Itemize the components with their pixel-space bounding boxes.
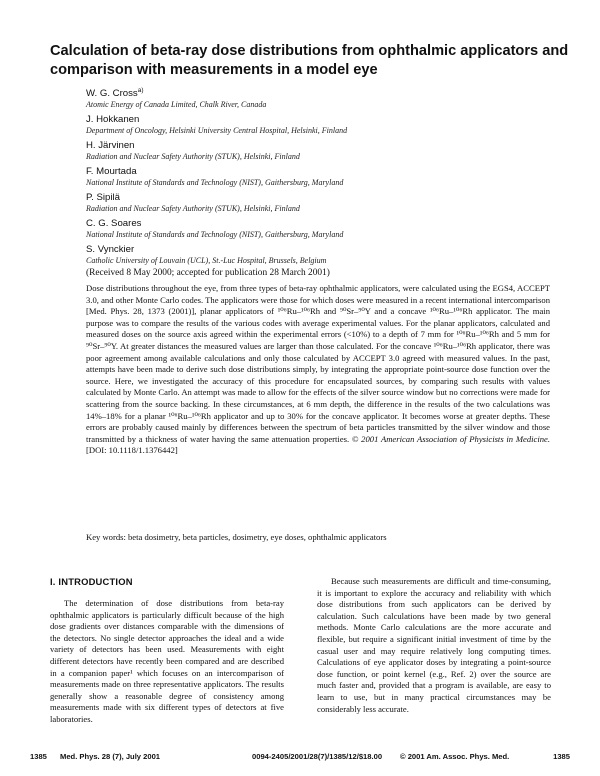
footer-page-number: 1385 [553,752,570,761]
author-affiliation: Catholic University of Louvain (UCL), St.-Luc Hospital, Brussels, Belgium [86,256,327,266]
author-name: F. Mourtada [86,166,137,178]
abstract [86,283,550,457]
right-column [317,576,551,715]
author-entry [86,140,556,162]
author-entry [86,166,556,188]
footer-journal: Med. Phys. 28 (7), July 2001 [60,752,161,761]
author-name: J. Hokkanen [86,114,140,126]
received-dates: (Received 8 May 2000; accepted for publication 28 March 2001) [86,268,330,278]
author-affiliation: Radiation and Nuclear Safety Authority (STUK), Helsinki, Finland [86,152,300,162]
author-entry [86,218,556,240]
author-entry [86,192,556,214]
author-affiliation: Department of Oncology, Helsinki University Central Hospital, Helsinki, Finland [86,126,348,136]
body-paragraph: Because such measurements are difficult and time-consuming, it is important to explore the accuracy and reliability with which dose distributions from such applicators can be derived by calculation. Such calculations have been made by two general methods. Monte Carlo calculations are the more accurate and flexible, but require a significant initial investment of time by the casual user and may require relatively long computing times. Calculations of eye applicator doses by integrating a point-source dose function, or point kernel (e.g., Ref. 2) over the source are much faster and, provided that a program is available, are easy to learn to use, but in many practical circumstances may be considerably less accurate. [317,576,551,714]
author-name: C. G. Soares [86,218,142,230]
author-affiliation: Radiation and Nuclear Safety Authority (STUK), Helsinki, Finland [86,204,300,214]
author-entry [86,114,556,136]
author-affiliation: National Institute of Standards and Technology (NIST), Gaithersburg, Maryland [86,178,344,188]
author-footnote-mark: a) [137,87,144,94]
page-footer [30,752,570,764]
author-list [86,85,556,270]
section-heading: I. INTRODUCTION [50,576,133,587]
author-name: W. G. Cross$^{a)}$ [86,87,144,100]
doi-link[interactable]: [DOI: 10.1118/1.1376442] [86,445,178,456]
keywords: Key words: beta dosimetry, beta particles, dosimetry, eye doses, ophthalmic applicators [86,532,387,542]
author-name: H. Järvinen [86,140,135,152]
footer-issn: 0094-2405/2001/28(7)/1385/12/$18.00 [252,752,383,761]
author-affiliation: National Institute of Standards and Technology (NIST), Gaithersburg, Maryland [86,230,344,240]
author-name: P. Sipilä [86,192,120,204]
left-column [50,598,284,726]
footer-page-number: 1385 [30,752,47,761]
author-entry [86,85,556,110]
author-entry [86,244,556,266]
body-paragraph: The determination of dose distributions from beta-ray ophthalmic applicators is particularly difficult because of the high dose gradients over distances comparable with the dimensions of the detectors. No single detector approaches the ideal and a wide variety of detectors has been used. Measurements with eight different detectors have recently been compared and are described in a companion paper¹ which focuses on an intercomparison of measurements made on three representative applicators. The results generally show a reasonable degree of consistency among measurements made with six different types of detectors at five laboratories. [50,598,284,724]
abstract-body: Dose distributions throughout the eye, from three types of beta-ray ophthalmic applicators, were calculated using the EGS4, ACCEPT 3.0, and other Monte Carlo codes. The applicators were those for which doses were measured in a recent international intercomparison [Med. Phys. 28, 1373 (2001)], planar applicators of ¹⁰⁶Ru–¹⁰⁶Rh and ⁹⁰Sr–⁹⁰Y and a concave ¹⁰⁶Ru–¹⁰⁶Rh applicator. The main purpose was to compare the results of the various codes with average experimental values. For the planar applicators, calculated and measured doses on the source axis agreed within the experimental errors (<10%) to a depth of 7 mm for ¹⁰⁶Ru–¹⁰⁶Rh and 5 mm for ⁹⁰Sr–⁹⁰Y. At greater distances the measured values are larger than those calculated. For the concave ¹⁰⁶Ru–¹⁰⁶Rh applicator, there was poor agreement among available calculations and only those calculated by ACCEPT 3.0 agreed with measured values. In the past, attempts have been made to derive such dose distributions simply, by integrating the appropriate point-source dose function over the source. Here, we investigated the accuracy of this procedure for encapsulated sources, by comparing such results with values calculated by Monte Carlo. An attempt was made to allow for the effects of the silver source window but no corrections were made for scattering from the source backing. In these circumstances, at 6 mm depth, the difference in the results of the two calculations was 14%–18% for a planar ¹⁰⁶Ru–¹⁰⁶Rh applicator and up to 30% for the concave applicator. It becomes worse at greater depths. These errors are probably caused mainly by differences between the spectrum of beta particles transmitted by the silver window and those transmitted by a thickness of water having the same attenuation properties. [86,283,550,444]
author-name: S. Vynckier [86,244,135,256]
footer-copyright: © 2001 Am. Assoc. Phys. Med. [400,752,510,761]
article-title: Calculation of beta-ray dose distributions from ophthalmic applicators and comparison with measurements in a model eye [50,43,569,78]
author-affiliation: Atomic Energy of Canada Limited, Chalk River, Canada [86,100,267,110]
abstract-copyright: © 2001 American Association of Physicists in Medicine. [351,433,550,444]
